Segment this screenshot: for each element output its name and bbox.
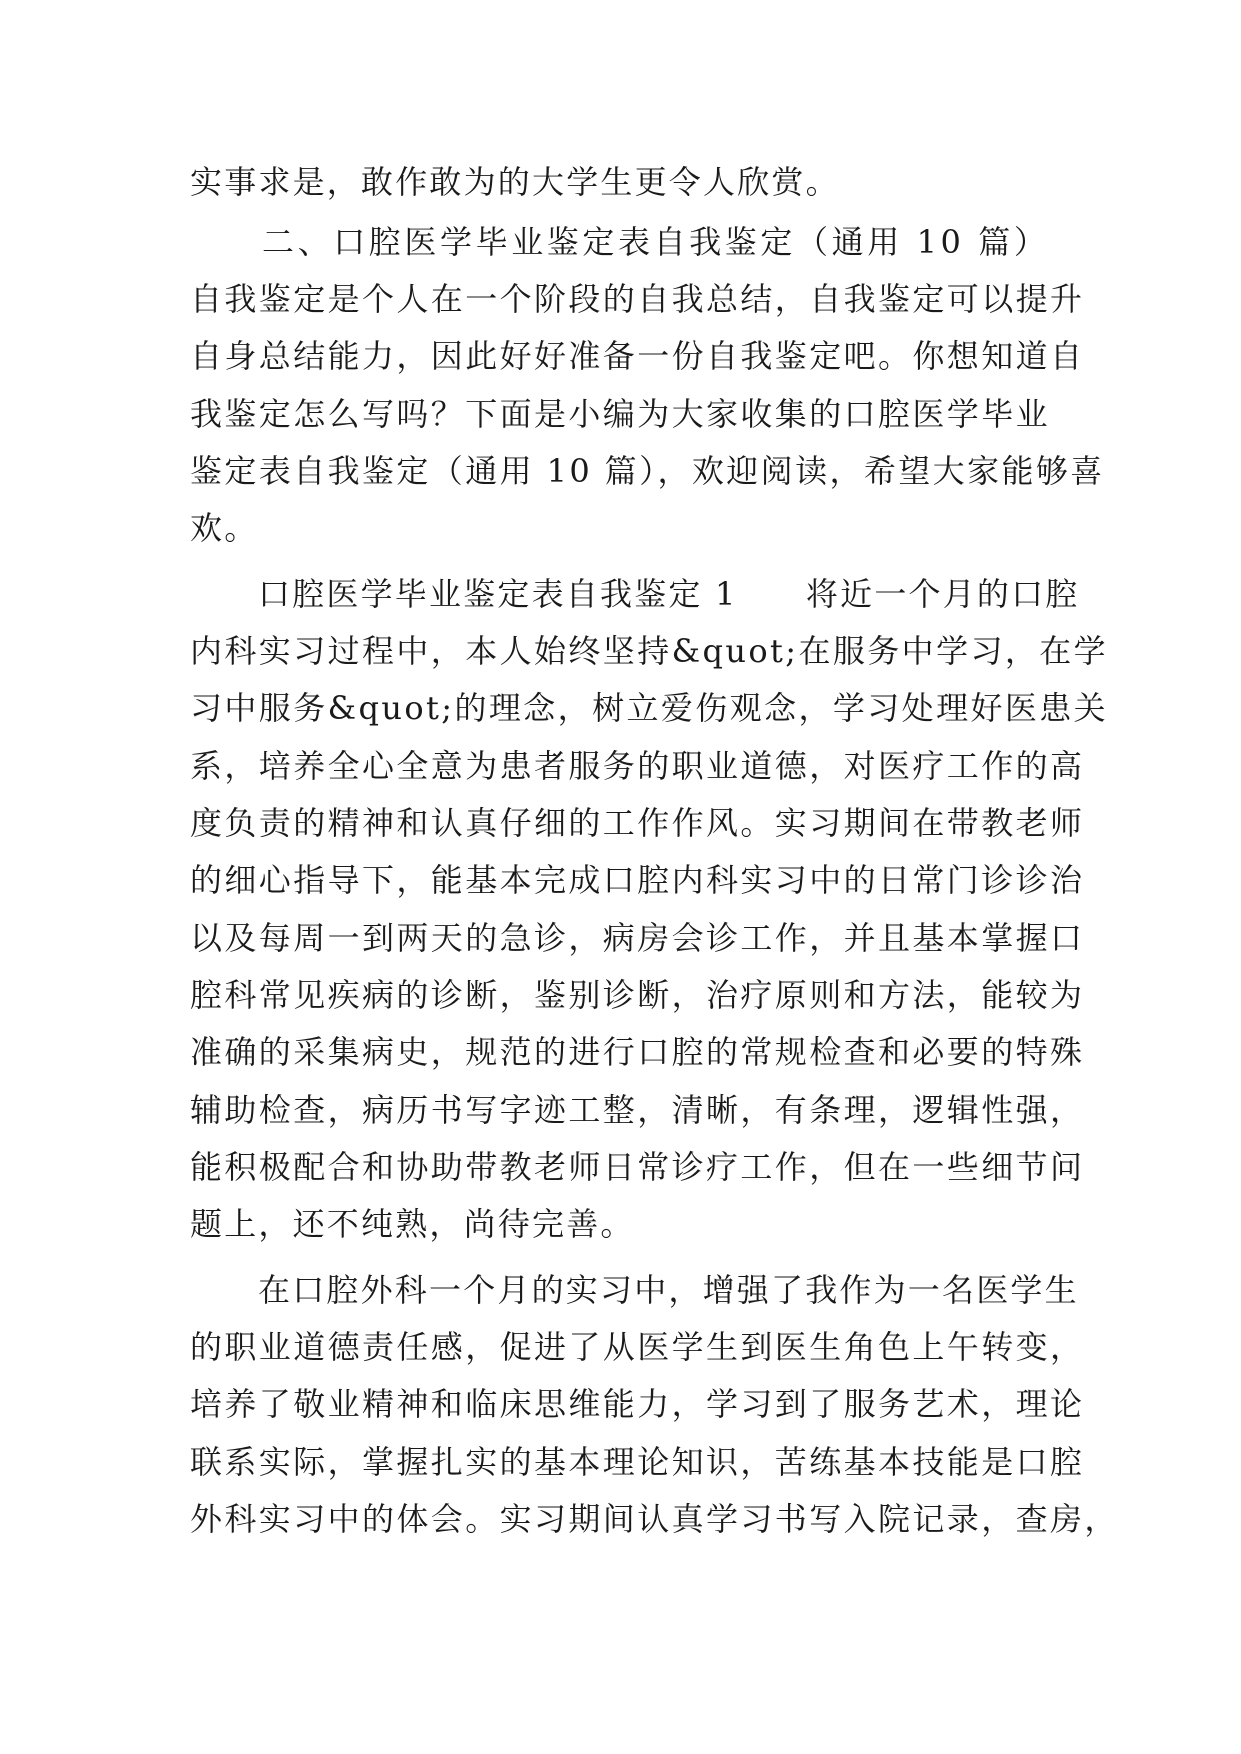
text-line: 在口腔外科一个月的实习中，增强了我作为一名医学生 [258,1271,1079,1309]
text-line: 鉴定表自我鉴定（通用 10 篇），欢迎阅读，希望大家能够喜 [190,452,1105,490]
text-line: 系，培养全心全意为患者服务的职业道德，对医疗工作的高 [190,747,1085,785]
text-line: 度负责的精神和认真仔细的工作作风。实习期间在带教老师 [190,804,1085,842]
text-line: 培养了敬业精神和临床思维能力，学习到了服务艺术，理论 [190,1385,1085,1423]
text-line: 我鉴定怎么写吗？下面是小编为大家收集的口腔医学毕业 [190,395,1051,433]
text-line: 腔科常见疾病的诊断，鉴别诊断，治疗原则和方法，能较为 [190,976,1085,1014]
text-line: 自身总结能力，因此好好准备一份自我鉴定吧。你想知道自 [190,337,1085,375]
text-line: 的职业道德责任感，促进了从医学生到医生角色上午转变， [190,1328,1085,1366]
text-line: 联系实际，掌握扎实的基本理论知识，苦练基本技能是口腔 [190,1443,1085,1481]
text-line: 习中服务&quot;的理念，树立爱伤观念，学习处理好医患关 [190,689,1109,727]
text-line: 以及每周一到两天的急诊，病房会诊工作，并且基本掌握口 [190,919,1085,957]
text-line: 口腔医学毕业鉴定表自我鉴定 1 将近一个月的口腔 [258,575,1080,613]
text-line: 自我鉴定是个人在一个阶段的自我总结，自我鉴定可以提升 [190,280,1085,318]
text-line: 题上，还不纯熟，尚待完善。 [190,1205,635,1243]
text-line: 内科实习过程中，本人始终坚持&quot;在服务中学习，在学 [190,632,1109,670]
section-heading: 二、口腔医学毕业鉴定表自我鉴定（通用 10 篇） [262,223,1050,261]
text-line: 准确的采集病史，规范的进行口腔的常规检查和必要的特殊 [190,1033,1085,1071]
text-line: 能积极配合和协助带教老师日常诊疗工作，但在一些细节问 [190,1148,1085,1186]
text-line: 辅助检查，病历书写字迹工整，清晰，有条理，逻辑性强， [190,1091,1085,1129]
text-line: 实事求是，敢作敢为的大学生更令人欣赏。 [190,163,840,201]
text-line: 外科实习中的体会。实习期间认真学习书写入院记录，查房， [190,1500,1119,1538]
text-line: 欢。 [190,509,259,547]
text-line: 的细心指导下，能基本完成口腔内科实习中的日常门诊诊治 [190,861,1085,899]
